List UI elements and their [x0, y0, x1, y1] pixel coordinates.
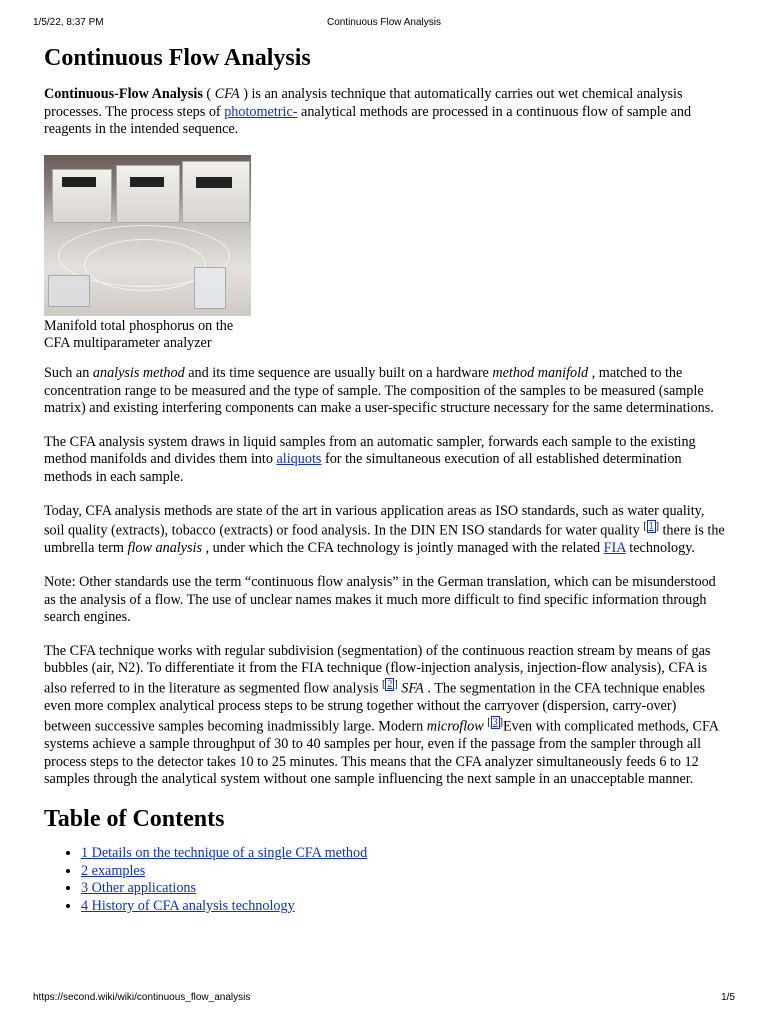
- term-microflow: microflow: [426, 718, 484, 735]
- paragraph-standards: [44, 503, 727, 559]
- term-method-manifold: method manifold: [492, 364, 589, 381]
- paragraph-method-manifold: [44, 365, 727, 418]
- intro-abbr: CFA: [214, 86, 240, 102]
- reference-2: [ 2 ]: [382, 679, 398, 691]
- photo-display: [196, 177, 232, 188]
- table-of-contents: [44, 845, 727, 915]
- intro-text: ) is an analysis technique that automatically carries out wet chemical analysis processes. The process steps of: [44, 86, 683, 120]
- reference-3: [ 3 ]: [487, 716, 503, 728]
- toc-item: [81, 863, 727, 881]
- photo-vessel: [48, 275, 90, 307]
- toc-item: [81, 845, 727, 863]
- page-title: Continuous Flow Analysis: [44, 45, 311, 71]
- toc-link-details[interactable]: 1 Details on the technique of a single CFA method: [81, 845, 368, 862]
- paragraph-text: technology.: [625, 540, 695, 557]
- toc-link-examples[interactable]: 2 examples: [81, 862, 146, 879]
- paragraph-text: , matched to the concentration range to be measured and the type of sample. The composition of the samples to be measured (sample matrix) and existing interfering components can make a user-specific structure necessary for the same determinations.: [44, 364, 714, 417]
- paragraph-text: and its time sequence are usually built on a hardware: [184, 364, 493, 381]
- reference-1: [ 1 ]: [643, 521, 659, 533]
- photo-tubing: [84, 239, 206, 291]
- term-analysis-method: analysis method: [92, 364, 185, 381]
- intro-text: (: [202, 86, 215, 102]
- paragraph-text: . The segmentation in the CFA technique enables even more complex analytical process steps to be strung together without the carryover (dispersion, carry-over) between successive samples becoming inadmissibly large. Modern: [44, 680, 706, 735]
- toc-title: Table of Contents: [44, 806, 225, 833]
- paragraph-text: The CFA technique works with regular subdivision (segmentation) of the continuous reaction stream by means of gas bubbles (air, N2). To differentiate it from the FIA technique (flow-injection analysis, injection-flow analysis), CFA is also referred to in the literature as segmented flow analysis: [44, 642, 711, 697]
- photo-device: [116, 165, 180, 223]
- paragraph-text: Such an: [44, 364, 93, 381]
- paragraph-segmentation: [44, 643, 727, 789]
- term-sfa: SFA: [401, 680, 424, 697]
- photo-display: [62, 177, 96, 187]
- paragraph-text: for the simultaneous execution of all established determination methods in each sample.: [44, 451, 682, 485]
- reference-link-1[interactable]: 1: [648, 521, 654, 533]
- intro-paragraph: [44, 86, 727, 139]
- paragraph-text: , under which the CFA technology is jointly managed with the related: [202, 540, 604, 557]
- photo-device: [182, 161, 250, 223]
- print-datetime: 1/5/22, 8:37 PM: [33, 17, 104, 28]
- print-title: Continuous Flow Analysis: [327, 17, 441, 28]
- paragraph-text: there is the umbrella term: [44, 522, 725, 557]
- toc-link-other-applications[interactable]: 3 Other applications: [81, 880, 197, 897]
- intro-bold-term: Continuous-Flow Analysis: [44, 86, 203, 102]
- photo-vessel: [194, 267, 226, 309]
- print-header: [33, 17, 735, 31]
- toc-link-history[interactable]: 4 History of CFA analysis technology: [81, 897, 295, 914]
- toc-item: [81, 880, 727, 898]
- paragraph-text: Today, CFA analysis methods are state of the art in various application areas as ISO standards, such as water quality, soil quality (extracts), tobacco (extracts) or food analysis. In the DIN EN ISO standards for water quality: [44, 502, 705, 539]
- intro-text: analytical methods are processed in a continuous flow of sample and reagents in the intended sequence.: [44, 103, 692, 138]
- aliquots-link[interactable]: aliquots: [276, 451, 322, 468]
- photo-display: [130, 177, 164, 187]
- paragraph-text: Even with complicated methods, CFA systems achieve a sample throughput of 30 to 40 samples per hour, even if the passage from the sampler through all process steps to the detector takes 10 to 25 minutes. This means that the CFA analyzer simultaneously feeds 6 to 12 samples through the analytical system without one sample influencing the next sample in an unacceptable manner.: [44, 718, 719, 788]
- page-number: 1/5: [721, 992, 735, 1003]
- figure-caption: Manifold total phosphorus on the CFA multiparameter analyzer: [44, 317, 234, 352]
- analyzer-photo[interactable]: [44, 155, 251, 316]
- photometric-link[interactable]: photometric-: [224, 103, 298, 120]
- print-footer: [33, 992, 735, 1006]
- paragraph-text: The CFA analysis system draws in liquid samples from an automatic sampler, forwards each sample to the existing method manifolds and divides them into: [44, 433, 696, 468]
- figure: [44, 155, 254, 353]
- print-url: https://second.wiki/wiki/continuous_flow_analysis: [33, 992, 251, 1003]
- fia-link[interactable]: FIA: [603, 540, 626, 557]
- paragraph-sampler: [44, 434, 727, 487]
- reference-link-2[interactable]: 2: [387, 679, 393, 691]
- paragraph-note: Note: Other standards use the term “continuous flow analysis” in the German translation, which can be misunderstood as the analysis of a flow. The use of unclear names makes it much more difficult to find specific information through search engines.: [44, 574, 716, 626]
- article: [44, 40, 727, 915]
- toc-item: [81, 898, 727, 916]
- reference-link-3[interactable]: 3: [492, 716, 498, 728]
- term-flow-analysis: flow analysis: [127, 540, 203, 557]
